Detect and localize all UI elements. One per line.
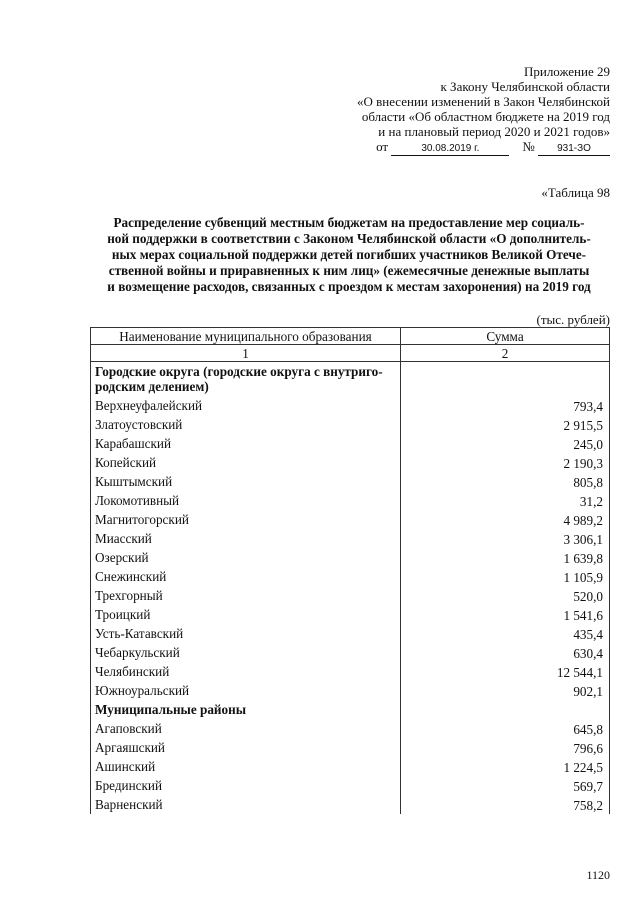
- table-row: [91, 510, 610, 529]
- appendix-line: к Закону Челябинской области: [440, 79, 610, 94]
- municipality-name: Локомотивный: [91, 491, 401, 510]
- table-reference: «Таблица 98: [541, 185, 610, 200]
- municipality-name: Трехгорный: [91, 586, 401, 605]
- municipality-name: Карабашский: [91, 434, 401, 453]
- municipality-name: Троицкий: [91, 605, 401, 624]
- from-label: от: [376, 139, 389, 154]
- column-header-sum: Сумма: [401, 328, 610, 345]
- table-row: [91, 757, 610, 776]
- table-row: [91, 434, 610, 453]
- table-row: [91, 453, 610, 472]
- table-column-number-row: [91, 345, 610, 362]
- amount-cell: 902,1: [401, 681, 610, 700]
- amount-cell: 12 544,1: [401, 662, 610, 681]
- municipality-name: Златоустовский: [91, 415, 401, 434]
- amount-cell: 2 915,5: [401, 415, 610, 434]
- municipality-name: Верхнеуфалейский: [91, 396, 401, 415]
- municipality-name: Усть-Катавский: [91, 624, 401, 643]
- number-label: №: [522, 139, 535, 154]
- amount-cell: 31,2: [401, 491, 610, 510]
- municipality-name: Кыштымский: [91, 472, 401, 491]
- column-header-name: Наименование муниципального образования: [91, 328, 401, 345]
- municipality-name: Брединский: [91, 776, 401, 795]
- appendix-line: «О внесении изменений в Закон Челябинской: [356, 94, 610, 109]
- amount-cell: [401, 362, 610, 397]
- table-row: [91, 567, 610, 586]
- table-row: [91, 396, 610, 415]
- column-number: 2: [401, 345, 610, 362]
- appendix-line: области «Об областном бюджете на 2019 год: [361, 109, 610, 124]
- table-row: [91, 719, 610, 738]
- column-number: 1: [91, 345, 401, 362]
- table-row: [91, 529, 610, 548]
- document-title: [88, 215, 610, 295]
- title-line: ной поддержки в соответствии с Законом Челябинской области «О дополнитель-: [107, 231, 591, 246]
- appendix-header: [357, 64, 610, 156]
- subsidy-table: [90, 327, 610, 814]
- table-row: [91, 662, 610, 681]
- table-body: [91, 362, 610, 815]
- amount-cell: 1 105,9: [401, 567, 610, 586]
- municipality-name: Копейский: [91, 453, 401, 472]
- municipality-name: Миасский: [91, 529, 401, 548]
- amount-cell: 4 989,2: [401, 510, 610, 529]
- amount-cell: 245,0: [401, 434, 610, 453]
- municipality-name: Озерский: [91, 548, 401, 567]
- table-row: [91, 548, 610, 567]
- municipality-name: Магнитогорский: [91, 510, 401, 529]
- amount-cell: 796,6: [401, 738, 610, 757]
- amount-cell: 520,0: [401, 586, 610, 605]
- amount-cell: 793,4: [401, 396, 610, 415]
- appendix-line: и на плановый период 2020 и 2021 годов»: [378, 124, 610, 139]
- amount-cell: 758,2: [401, 795, 610, 814]
- amount-cell: 569,7: [401, 776, 610, 795]
- appendix-line: Приложение 29: [523, 64, 610, 79]
- table-row: [91, 605, 610, 624]
- amount-cell: 645,8: [401, 719, 610, 738]
- table-row: [91, 776, 610, 795]
- table-row: [91, 586, 610, 605]
- table-row: [91, 491, 610, 510]
- municipality-name: Южноуральский: [91, 681, 401, 700]
- amount-cell: 3 306,1: [401, 529, 610, 548]
- municipality-name: Агаповский: [91, 719, 401, 738]
- amount-cell: 630,4: [401, 643, 610, 662]
- amount-cell: 1 224,5: [401, 757, 610, 776]
- table-header-row: [91, 328, 610, 345]
- municipality-name: Аргаяшский: [91, 738, 401, 757]
- title-line: ных мерах социальной поддержки детей погибших участников Великой Отече-: [111, 247, 587, 262]
- law-signature-line: [357, 139, 610, 156]
- page-number: 1120: [586, 868, 610, 882]
- section-title: Муниципальные районы: [91, 700, 401, 719]
- municipality-name: Снежинский: [91, 567, 401, 586]
- title-line: и возмещение расходов, связанных с проездом к местам захоронения) на 2019 год: [107, 279, 591, 294]
- table-row: [91, 738, 610, 757]
- table-row: [91, 472, 610, 491]
- section-title: Городские округа (городские округа с внутриго-родским делением): [91, 362, 401, 397]
- units-label: (тыс. рублей): [536, 312, 610, 327]
- table-row: [91, 624, 610, 643]
- table-row: [91, 795, 610, 814]
- municipality-name: Чебаркульский: [91, 643, 401, 662]
- amount-cell: 2 190,3: [401, 453, 610, 472]
- title-line: Распределение субвенций местным бюджетам на предоставление мер социаль-: [113, 215, 585, 230]
- amount-cell: 1 639,8: [401, 548, 610, 567]
- municipality-name: Ашинский: [91, 757, 401, 776]
- section-row: [91, 362, 610, 397]
- amount-cell: 1 541,6: [401, 605, 610, 624]
- table-row: [91, 681, 610, 700]
- municipality-name: Челябинский: [91, 662, 401, 681]
- law-date: 30.08.2019 г.: [391, 143, 509, 156]
- law-number: 931-ЗО: [538, 143, 610, 156]
- table-row: [91, 415, 610, 434]
- amount-cell: [401, 700, 610, 719]
- title-line: ственной войны и приравненных к ним лиц» (ежемесячные денежные выплаты: [108, 263, 590, 278]
- table-row: [91, 643, 610, 662]
- amount-cell: 435,4: [401, 624, 610, 643]
- municipality-name: Варненский: [91, 795, 401, 814]
- amount-cell: 805,8: [401, 472, 610, 491]
- section-row: [91, 700, 610, 719]
